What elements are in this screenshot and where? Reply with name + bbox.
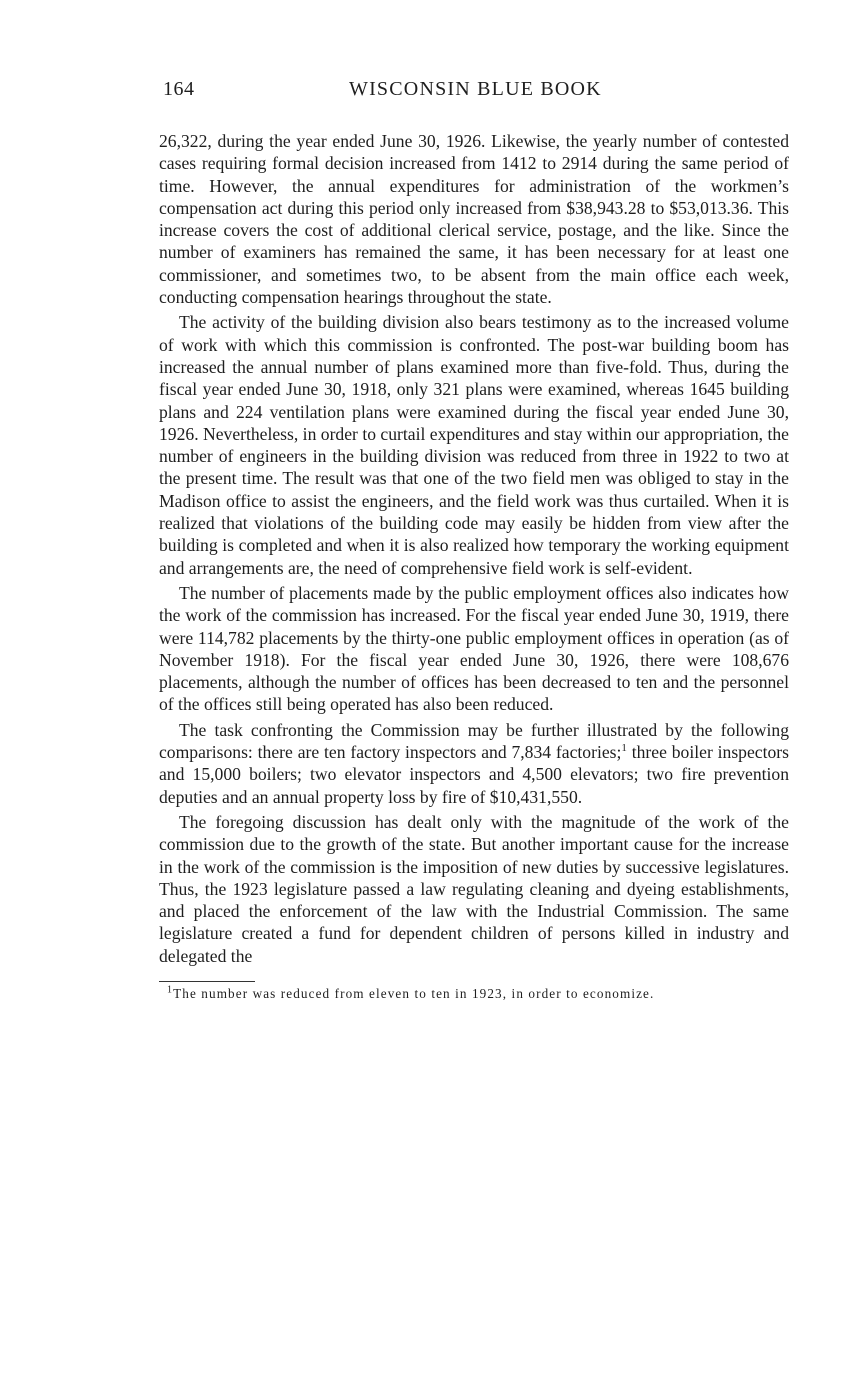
paragraph-compensation: 26,322, during the year ended June 30, 1926. Likewise, the yearly number of contested cases requiring formal decision increased from 1412 to 2914 during the same period of time. However, the annual expenditures for administration of the workmen’s compensation act during this period only increased from $38,943.28 to $53,013.36. This increase covers the cost of additional clerical service, postage, and the like. Since the number of examiners has remained the same, it has been necessary for at least one commissioner, and sometimes two, to be absent from the main office each week, conducting compensation hearings throughout the state. <box>159 131 789 308</box>
comparisons-text-end: three boiler inspectors and 15,000 boilers; two elevator inspectors and 4,500 elevators; two fire prevention deputies and an annual property loss by fire of $10,431,550. <box>159 742 789 807</box>
footnote-mark: 1 <box>167 984 174 996</box>
paragraph-employment-offices: The number of placements made by the public employment offices also indicates how the work of the commission has increased. For the fiscal year ended June 30, 1919, there were 114,782 placements by the thirty-one public employment offices in operation (as of November 1918). For the fiscal year ended June 30, 1926, there were 108,676 placements, although the number of offices has been decreased to ten and the personnel of the offices still being operated has also been reduced. <box>159 582 789 715</box>
body-text <box>159 130 789 967</box>
footnote-reference: 1 <box>621 742 627 755</box>
running-title: WISCONSIN BLUE BOOK <box>349 78 602 100</box>
footnote <box>159 984 789 1001</box>
page-number: 164 <box>163 78 195 100</box>
footnote-text: The number was reduced from eleven to ten in 1923, in order to economize. <box>173 985 655 1001</box>
footnote-rule <box>159 981 255 982</box>
paragraph-new-duties: The foregoing discussion has dealt only with the magnitude of the work of the commission due to the growth of the state. But another important cause for the increase in the work of the commission is the imposition of new duties by successive legislatures. Thus, the 1923 legislature passed a law regulating cleaning and dyeing establishments, and placed the enforcement of the law with the Industrial Commission. The same legislature created a fund for dependent children of persons killed in industry and delegated the <box>159 811 789 966</box>
paragraph-comparisons <box>159 719 789 808</box>
book-page <box>159 78 789 1001</box>
paragraph-building-division: The activity of the building division also bears testimony as to the increased volume of work with which this commission is confronted. The post-war building boom has increased the annual number of plans examined more than five-fold. Thus, during the fiscal year ended June 30, 1918, only 321 plans were examined, whereas 1645 building plans and 224 ventilation plans were examined during the fiscal year ended June 30, 1926. Nevertheless, in order to curtail expenditures and stay within our appropriation, the number of engineers in the building division was reduced from three in 1922 to two at the present time. The result was that one of the two field men was obliged to stay in the Madison office to assist the engineers, and the field work was thus curtailed. When it is realized that violations of the building code may easily be hidden from view after the building is completed and when it is also realized how temporary the working equipment and arrangements are, the need of comprehensive field work is self-evident. <box>159 312 789 578</box>
running-head <box>159 78 789 108</box>
comparisons-text-start: The task confronting the Commission may be further illustrated by the following comparisons: there are ten factory inspectors and 7,834 factories; <box>159 719 789 763</box>
